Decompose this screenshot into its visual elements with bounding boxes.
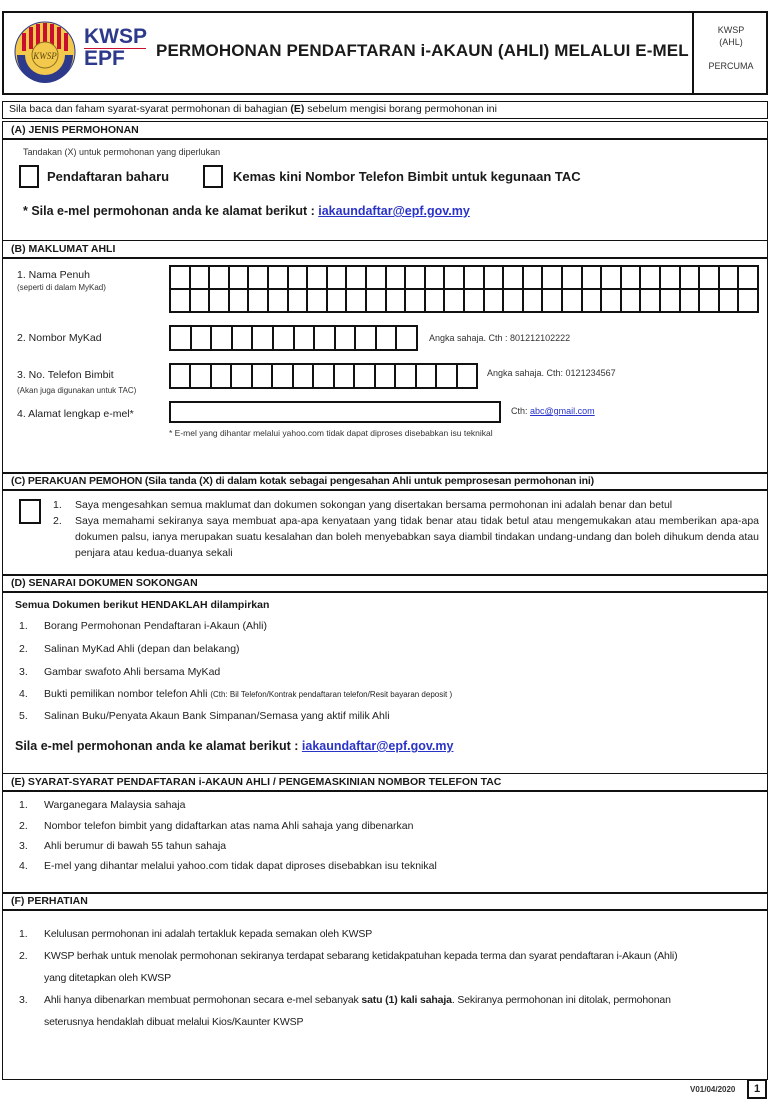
char-box[interactable] (367, 290, 385, 311)
attention-text: KWSP berhak untuk menolak permohonan sekiranya terdapat sebarang ketidakpatuhan kepada terma dan syarat pendaftaran i-Akaun (Ahli) (44, 950, 678, 962)
page-number: 1 (747, 1079, 767, 1099)
mykad-hint: Angka sahaja. Cth : 801212102222 (429, 333, 571, 343)
logo-kwsp-text: KWSP (84, 25, 147, 48)
char-box[interactable] (253, 327, 272, 349)
char-box[interactable] (171, 267, 189, 288)
form-code-box (692, 11, 768, 95)
char-box[interactable] (700, 290, 718, 311)
char-box[interactable] (563, 267, 581, 288)
char-box[interactable] (294, 365, 312, 387)
char-box[interactable] (524, 267, 542, 288)
char-box[interactable] (328, 290, 346, 311)
char-box[interactable] (212, 365, 230, 387)
email-label: 4. Alamat lengkap e-mel* (17, 408, 134, 420)
email-note-text: Sila e-mel permohonan anda ke alamat berikut : (15, 739, 302, 753)
declaration-num-2: 2. (53, 515, 62, 527)
char-box[interactable] (504, 267, 522, 288)
form-code-kwsp: KWSP (717, 25, 745, 35)
attention-text-cont: seterusnya hendaklah dibuat melalui Kios/Kaunter KWSP (44, 1016, 304, 1028)
char-box[interactable] (406, 290, 424, 311)
declaration-num-1: 1. (53, 499, 62, 511)
document-text: Gambar swafoto Ahli bersama MyKad (44, 666, 221, 678)
yahoo-warning-note: * E-mel yang dihantar melalui yahoo.com tidak dapat diproses disebabkan isu teknikal (169, 428, 493, 438)
char-box[interactable] (426, 290, 444, 311)
form-code-ahl: (AHL) (719, 37, 743, 47)
char-box[interactable] (458, 365, 476, 387)
char-box[interactable] (681, 290, 699, 311)
section-a-instruction: Tandakan (X) untuk permohonan yang diperlukan (23, 147, 221, 157)
phone-sublabel: (Akan juga digunakan untuk TAC) (17, 386, 137, 395)
email-hint (511, 406, 595, 416)
char-box[interactable] (249, 290, 267, 311)
section-d-heading: (D) SENARAI DOKUMEN SOKONGAN (3, 575, 767, 593)
document-num: 2. (19, 643, 28, 655)
update-phone-tac-checkbox[interactable] (203, 165, 223, 188)
char-box[interactable] (622, 290, 640, 311)
char-box[interactable] (336, 327, 355, 349)
char-box[interactable] (269, 290, 287, 311)
document-text (44, 688, 452, 700)
char-box[interactable] (739, 267, 757, 288)
char-box[interactable] (396, 365, 414, 387)
term-num: 2. (19, 820, 28, 832)
section-b-member-info (2, 240, 768, 474)
char-box[interactable] (347, 290, 365, 311)
char-box[interactable] (543, 267, 561, 288)
char-box[interactable] (295, 327, 314, 349)
char-box[interactable] (233, 327, 252, 349)
submission-email-link[interactable]: iakaundaftar@epf.gov.my (318, 204, 470, 218)
logo-wordmark (84, 27, 146, 69)
update-phone-tac-label: Kemas kini Nombor Telefon Bimbit untuk kegunaan TAC (233, 169, 581, 184)
logo-epf-text: EPF (84, 47, 125, 70)
char-box[interactable] (289, 290, 307, 311)
char-box[interactable] (335, 365, 353, 387)
declaration-checkbox[interactable] (19, 499, 41, 524)
char-box[interactable] (230, 290, 248, 311)
document-num: 1. (19, 620, 28, 632)
char-box[interactable] (465, 290, 483, 311)
char-box[interactable] (377, 327, 396, 349)
char-box[interactable] (661, 267, 679, 288)
char-box[interactable] (485, 267, 503, 288)
term-num: 1. (19, 799, 28, 811)
term-num: 4. (19, 860, 28, 872)
char-box[interactable] (210, 267, 228, 288)
form-version: V01/04/2020 (690, 1085, 736, 1094)
document-text: Borang Permohonan Pendaftaran i-Akaun (Ahli) (44, 620, 267, 632)
char-box[interactable] (230, 267, 248, 288)
char-box[interactable] (720, 267, 738, 288)
document-num: 4. (19, 688, 28, 700)
char-box[interactable] (171, 327, 190, 349)
kwsp-emblem-icon (14, 19, 76, 85)
email-hint-prefix: Cth: (511, 406, 531, 416)
char-box[interactable] (356, 327, 375, 349)
full-name-sublabel: (seperti di dalam MyKad) (17, 283, 106, 292)
attention-text-a: Ahli hanya dibenarkan membuat permohonan secara e-mel sebanyak (44, 994, 362, 1006)
new-registration-label: Pendaftaran baharu (47, 169, 170, 184)
term-text: E-mel yang dihantar melalui yahoo.com tidak dapat diproses disebabkan isu teknikal (44, 860, 437, 872)
section-a-heading: (A) JENIS PERMOHONAN (3, 122, 767, 140)
document-text: Salinan Buku/Penyata Akaun Bank Simpanan/Semasa yang aktif milik Ahli (44, 710, 390, 722)
section-f-heading: (F) PERHATIAN (3, 893, 767, 911)
declaration-text-2: Saya memahami sekiranya saya membuat apa-apa kenyataan yang tidak benar atau tidak betul atau mengemukakan atau memberikan apa-apa dokumen palsu, ianya merupakan suatu kesalahan dan boleh menyebabkan saya diambil tindakan undang-undang dan boleh dihukum denda atau penjara atau kedua-duanya sekali (75, 515, 759, 559)
attention-num: 2. (19, 950, 28, 962)
char-box[interactable] (681, 267, 699, 288)
char-box[interactable] (504, 290, 522, 311)
mykad-input-grid[interactable] (169, 325, 418, 351)
char-box[interactable] (437, 365, 455, 387)
char-box[interactable] (563, 290, 581, 311)
char-box[interactable] (192, 327, 211, 349)
char-box[interactable] (347, 267, 365, 288)
char-box[interactable] (465, 267, 483, 288)
char-box[interactable] (641, 267, 659, 288)
char-box[interactable] (524, 290, 542, 311)
section-d-email-note (15, 739, 453, 753)
char-box[interactable] (661, 290, 679, 311)
attention-text-bold: satu (1) kali sahaja (361, 994, 452, 1006)
declaration-text-1: Saya mengesahkan semua maklumat dan dokumen sokongan yang disertakan bersama permohonan ini adalah benar dan betul (75, 499, 673, 511)
char-box[interactable] (602, 267, 620, 288)
char-box[interactable] (315, 327, 334, 349)
char-box[interactable] (426, 267, 444, 288)
char-box[interactable] (641, 290, 659, 311)
documents-intro: Semua Dokumen berikut HENDAKLAH dilampirkan (15, 599, 270, 611)
read-terms-notice (2, 101, 768, 119)
char-box[interactable] (274, 327, 293, 349)
char-box[interactable] (314, 365, 332, 387)
term-text: Nombor telefon bimbit yang didaftarkan atas nama Ahli sahaja yang dibenarkan (44, 820, 414, 832)
char-box[interactable] (210, 290, 228, 311)
char-box[interactable] (406, 267, 424, 288)
attention-text: Kelulusan permohonan ini adalah tertakluk kepada semakan oleh KWSP (44, 928, 373, 940)
char-box[interactable] (376, 365, 394, 387)
char-box[interactable] (191, 365, 209, 387)
attention-num: 1. (19, 928, 28, 940)
section-e-terms (2, 773, 768, 894)
section-c-heading: (C) PERAKUAN PEMOHON (Sila tanda (X) di dalam kotak sebagai pengesahan Ahli untuk pemprosesan permohonan ini) (3, 473, 767, 491)
phone-input-grid[interactable] (169, 363, 478, 389)
attention-text-b: . Sekiranya permohonan ini ditolak, permohonan (451, 994, 671, 1006)
attention-text (44, 994, 671, 1006)
char-box[interactable] (253, 365, 271, 387)
section-b-heading: (B) MAKLUMAT AHLI (3, 241, 767, 259)
char-box[interactable] (739, 290, 757, 311)
char-box[interactable] (273, 365, 291, 387)
document-text-main: Bukti pemilikan nombor telefon Ahli (44, 688, 211, 700)
term-text: Ahli berumur di bawah 55 tahun sahaja (44, 840, 227, 852)
char-box[interactable] (602, 290, 620, 311)
submission-email-link-2[interactable]: iakaundaftar@epf.gov.my (301, 739, 454, 753)
full-name-input-grid[interactable] (169, 265, 759, 313)
email-input[interactable] (171, 404, 499, 422)
document-text-example: (Cth: Bil Telefon/Kontrak pendaftaran telefon/Resit bayaran deposit ) (210, 690, 453, 699)
char-box[interactable] (269, 267, 287, 288)
section-a-email-note (23, 204, 470, 218)
new-registration-checkbox[interactable] (19, 165, 39, 188)
char-box[interactable] (367, 267, 385, 288)
char-box[interactable] (308, 290, 326, 311)
mykad-label: 2. Nombor MyKad (17, 332, 102, 344)
char-box[interactable] (417, 365, 435, 387)
phone-label: 3. No. Telefon Bimbit (17, 369, 114, 381)
full-name-label: 1. Nama Penuh (17, 269, 90, 281)
char-box[interactable] (622, 267, 640, 288)
char-box[interactable] (212, 327, 231, 349)
char-box[interactable] (485, 290, 503, 311)
char-box[interactable] (232, 365, 250, 387)
char-box[interactable] (543, 290, 561, 311)
form-code-percuma: PERCUMA (708, 61, 754, 71)
char-box[interactable] (583, 290, 601, 311)
page-title: PERMOHONAN PENDAFTARAN i-AKAUN (AHLI) MELALUI E-MEL (156, 41, 689, 60)
section-d-supporting-documents (2, 574, 768, 774)
char-box[interactable] (355, 365, 373, 387)
document-text: Salinan MyKad Ahli (depan dan belakang) (44, 643, 240, 655)
char-box[interactable] (191, 290, 209, 311)
char-box[interactable] (583, 267, 601, 288)
attention-num: 3. (19, 994, 28, 1006)
char-box[interactable] (249, 267, 267, 288)
term-num: 3. (19, 840, 28, 852)
declaration-item-2 (53, 513, 759, 563)
char-box[interactable] (328, 267, 346, 288)
declaration-item-1 (53, 497, 759, 513)
char-box[interactable] (289, 267, 307, 288)
document-num: 5. (19, 710, 28, 722)
char-box[interactable] (308, 267, 326, 288)
char-box[interactable] (445, 290, 463, 311)
term-text: Warganegara Malaysia sahaja (44, 799, 186, 811)
phone-hint: Angka sahaja. Cth: 0121234567 (487, 368, 616, 378)
section-e-heading: (E) SYARAT-SYARAT PENDAFTARAN i-AKAUN AHLI / PENGEMASKINIAN NOMBOR TELEFON TAC (3, 774, 767, 792)
char-box[interactable] (445, 267, 463, 288)
notice-section-ref: (E) (290, 103, 305, 115)
notice-text-end: sebelum mengisi borang permohonan ini (304, 103, 497, 115)
char-box[interactable] (387, 290, 405, 311)
section-f-attention (2, 892, 768, 1080)
char-box[interactable] (171, 365, 189, 387)
char-box[interactable] (700, 267, 718, 288)
char-box[interactable] (171, 290, 189, 311)
char-box[interactable] (191, 267, 209, 288)
email-note-text: * Sila e-mel permohonan anda ke alamat berikut : (23, 204, 319, 218)
char-box[interactable] (720, 290, 738, 311)
section-a-application-type (2, 121, 768, 241)
document-num: 3. (19, 666, 28, 678)
attention-text-cont: yang ditetapkan oleh KWSP (44, 972, 171, 984)
email-example-link[interactable]: abc@gmail.com (530, 406, 595, 416)
email-field-box (169, 401, 501, 423)
notice-text: Sila baca dan faham syarat-syarat permohonan di bahagian (9, 103, 291, 115)
char-box[interactable] (397, 327, 416, 349)
form-header (2, 11, 768, 95)
svg-text:KWSP: KWSP (33, 51, 57, 61)
section-c-declaration (2, 472, 768, 576)
char-box[interactable] (387, 267, 405, 288)
